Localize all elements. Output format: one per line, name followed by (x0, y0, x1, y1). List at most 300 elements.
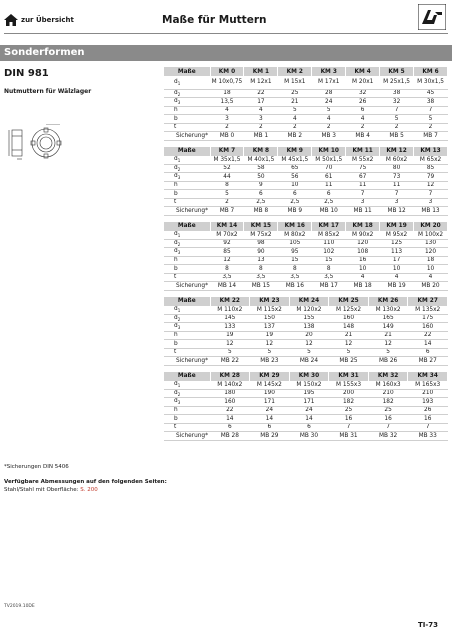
table-cell: M 165x3 (408, 381, 448, 390)
header-rule (4, 33, 448, 34)
table-cell: 5 (368, 348, 408, 357)
table-cell: 26 (346, 98, 380, 107)
table-row (164, 164, 448, 173)
table-cell: 5 (414, 115, 448, 124)
table-row (164, 231, 448, 240)
table-cell: 125 (380, 239, 414, 248)
table-cell: M 80x2 (278, 231, 312, 240)
table-cell: MB 15 (244, 282, 278, 291)
table-cell: 2 (244, 123, 278, 132)
available-line (4, 487, 98, 493)
table-cell: 13,5 (210, 98, 244, 107)
table-cell: MB 13 (414, 207, 448, 216)
dimension-table (164, 297, 448, 366)
table-cell: M 155x3 (329, 381, 369, 390)
table-cell: 4 (346, 273, 380, 282)
table-cell: M 160x3 (368, 381, 408, 390)
table-cell: 4 (414, 273, 448, 282)
table-cell: M 150x2 (289, 381, 329, 390)
table-row (164, 207, 448, 216)
table-cell: 210 (408, 389, 448, 398)
table-cell: MB 12 (380, 207, 414, 216)
table-cell: 44 (210, 173, 244, 182)
table-cell: 12 (210, 256, 244, 265)
table-cell: M 70x2 (210, 231, 244, 240)
available-title: Verfügbare Abmessungen auf den folgenden Seiten: (4, 479, 167, 485)
table-cell: 25 (329, 406, 369, 415)
table-cell: 195 (289, 389, 329, 398)
table-cell: 21 (278, 98, 312, 107)
table-row (164, 381, 448, 390)
table-row (164, 323, 448, 332)
table-cell: 8 (244, 265, 278, 274)
table-cell: 65 (278, 164, 312, 173)
table-row (164, 389, 448, 398)
din-subtitle: Nutmuttern für Wälzlager (4, 88, 92, 95)
table-cell: MB 10 (312, 207, 346, 216)
table-column-header: KM 31 (329, 372, 369, 381)
table-cell: 2,5 (244, 198, 278, 207)
table-row (164, 415, 448, 424)
row-label: t (164, 198, 210, 207)
table-header-label: Maße (164, 147, 210, 156)
table-cell: 113 (380, 248, 414, 257)
row-label: $d_1$ (164, 306, 210, 315)
table-cell: 145 (210, 314, 250, 323)
brand-logo-icon (418, 4, 446, 30)
table-row (164, 89, 448, 98)
row-label: Sicherung* (164, 132, 210, 141)
table-column-header: KM 19 (380, 222, 414, 231)
table-cell: MB 14 (210, 282, 244, 291)
table-cell: M 75x2 (244, 231, 278, 240)
table-cell: 25 (278, 89, 312, 98)
row-label: t (164, 348, 210, 357)
table-cell: 137 (250, 323, 290, 332)
table-column-header: KM 25 (329, 297, 369, 306)
table-cell: M 12x1 (244, 76, 278, 89)
dimension-table (164, 372, 448, 441)
home-label: zur Übersicht (21, 16, 74, 24)
table-row (164, 156, 448, 165)
table-cell: MB 2 (278, 132, 312, 141)
row-label: $d_3$ (164, 98, 210, 107)
table-cell: M 120x2 (289, 306, 329, 315)
table-cell: 12 (210, 340, 250, 349)
row-label: Sicherung* (164, 282, 210, 291)
table-cell: 138 (289, 323, 329, 332)
row-label: Sicherung* (164, 207, 210, 216)
table-cell: 5 (312, 106, 346, 115)
table-column-header: KM 17 (312, 222, 346, 231)
row-label: $d_2$ (164, 239, 210, 248)
home-icon (4, 14, 18, 26)
table-cell: M 30x1,5 (414, 76, 448, 89)
table-cell: 7 (346, 190, 380, 199)
table-cell: MB 23 (250, 357, 290, 366)
row-label: $d_2$ (164, 389, 210, 398)
table-column-header: KM 16 (278, 222, 312, 231)
table-cell: MB 3 (312, 132, 346, 141)
table-cell: 6 (250, 423, 290, 432)
row-label: h (164, 256, 210, 265)
table-row (164, 115, 448, 124)
table-cell: 16 (329, 415, 369, 424)
table-cell: 3,5 (278, 273, 312, 282)
table-cell: 38 (414, 98, 448, 107)
table-cell: 20 (289, 331, 329, 340)
home-link[interactable] (4, 14, 74, 26)
table-cell: MB 28 (210, 432, 250, 441)
table-row (164, 173, 448, 182)
table-row (164, 432, 448, 441)
row-label: t (164, 123, 210, 132)
table-column-header: KM 27 (408, 297, 448, 306)
table-cell: M 130x2 (368, 306, 408, 315)
table-cell: 26 (408, 406, 448, 415)
table-cell: 10 (278, 181, 312, 190)
row-label: b (164, 190, 210, 199)
table-cell: 160 (329, 314, 369, 323)
table-cell: 3,5 (244, 273, 278, 282)
table-cell: MB 32 (368, 432, 408, 441)
table-cell: 8 (278, 265, 312, 274)
table-cell: 3 (244, 115, 278, 124)
available-text: Stahl/Stahl mit Oberfläche: (4, 487, 81, 493)
table-cell: 8 (312, 265, 346, 274)
table-cell: 25 (368, 406, 408, 415)
table-cell: M 90x2 (346, 231, 380, 240)
table-cell: 14 (289, 415, 329, 424)
section-title: Sonderformen (4, 47, 85, 58)
table-cell: 148 (329, 323, 369, 332)
page-title: Maße für Muttern (162, 14, 267, 26)
table-column-header: KM 26 (368, 297, 408, 306)
table-cell: 24 (289, 406, 329, 415)
table-cell: M 115x2 (250, 306, 290, 315)
table-cell: 120 (414, 248, 448, 257)
table-row (164, 265, 448, 274)
page-number: TI-73 (418, 621, 439, 629)
table-cell: 4 (312, 115, 346, 124)
table-cell: 210 (368, 389, 408, 398)
table-cell: M 140x2 (210, 381, 250, 390)
table-row (164, 181, 448, 190)
table-row (164, 340, 448, 349)
table-cell: 14 (250, 415, 290, 424)
table-cell: MB 8 (244, 207, 278, 216)
row-label: t (164, 273, 210, 282)
table-cell: 52 (210, 164, 244, 173)
table-cell: 67 (346, 173, 380, 182)
table-column-header: KM 4 (346, 67, 380, 76)
row-label: $d_1$ (164, 381, 210, 390)
table-cell: M 40x1,5 (244, 156, 278, 165)
table-cell: 56 (278, 173, 312, 182)
table-cell: MB 1 (244, 132, 278, 141)
table-column-header: KM 6 (414, 67, 448, 76)
table-cell: M 35x1,5 (210, 156, 244, 165)
table-cell: 150 (250, 314, 290, 323)
table-cell: 2 (346, 123, 380, 132)
table-cell: 38 (380, 89, 414, 98)
table-row (164, 106, 448, 115)
table-cell: 15 (312, 256, 346, 265)
table-cell: MB 7 (414, 132, 448, 141)
table-cell: M 135x2 (408, 306, 448, 315)
table-cell: 22 (244, 89, 278, 98)
table-cell: 3 (380, 198, 414, 207)
table-column-header: KM 9 (278, 147, 312, 156)
table-cell: 3 (414, 198, 448, 207)
table-cell: 9 (244, 181, 278, 190)
table-cell: MB 31 (329, 432, 369, 441)
table-cell: 160 (210, 398, 250, 407)
table-cell: 50 (244, 173, 278, 182)
table-cell: 180 (210, 389, 250, 398)
table-cell: M 25x1,5 (380, 76, 414, 89)
page-header (0, 0, 452, 34)
table-cell: 2 (210, 123, 244, 132)
table-cell: 95 (278, 248, 312, 257)
table-column-header: KM 30 (289, 372, 329, 381)
dimension-table (164, 222, 448, 291)
table-column-header: KM 15 (244, 222, 278, 231)
table-cell: 6 (289, 423, 329, 432)
table-cell: M 125x2 (329, 306, 369, 315)
table-cell: 193 (408, 398, 448, 407)
table-cell: MB 22 (210, 357, 250, 366)
row-label: $d_1$ (164, 156, 210, 165)
table-row (164, 198, 448, 207)
table-column-header: KM 8 (244, 147, 278, 156)
table-cell: 45 (414, 89, 448, 98)
row-label: $d_2$ (164, 314, 210, 323)
table-cell: MB 26 (368, 357, 408, 366)
table-cell: 5 (210, 348, 250, 357)
table-cell: 102 (312, 248, 346, 257)
row-label: Sicherung* (164, 357, 210, 366)
table-cell: 90 (244, 248, 278, 257)
table-row (164, 248, 448, 257)
table-cell: 92 (210, 239, 244, 248)
table-cell: 16 (408, 415, 448, 424)
table-cell: 6 (244, 190, 278, 199)
table-cell: 2 (210, 198, 244, 207)
table-cell: M 50x1,5 (312, 156, 346, 165)
din-label: DIN 981 (4, 68, 49, 79)
table-cell: 85 (414, 164, 448, 173)
table-cell: 12 (414, 181, 448, 190)
table-cell: 2 (380, 123, 414, 132)
table-cell: 21 (368, 331, 408, 340)
table-cell: 7 (380, 190, 414, 199)
table-cell: M 15x1 (278, 76, 312, 89)
table-cell: 5 (250, 348, 290, 357)
table-header-label: Maße (164, 297, 210, 306)
table-cell: 98 (244, 239, 278, 248)
table-cell: 4 (278, 115, 312, 124)
table-cell: M 65x2 (414, 156, 448, 165)
table-cell: 2,5 (312, 198, 346, 207)
row-label: t (164, 423, 210, 432)
table-column-header: KM 18 (346, 222, 380, 231)
table-cell: 10 (346, 265, 380, 274)
table-cell: 4 (244, 106, 278, 115)
table-cell: 73 (380, 173, 414, 182)
table-cell: 7 (380, 106, 414, 115)
table-column-header: KM 23 (250, 297, 290, 306)
table-cell: 17 (380, 256, 414, 265)
table-cell: 70 (312, 164, 346, 173)
table-cell: 16 (346, 256, 380, 265)
table-cell: 18 (210, 89, 244, 98)
table-cell: 190 (250, 389, 290, 398)
table-cell: 3,5 (210, 273, 244, 282)
table-row (164, 331, 448, 340)
row-label: $d_3$ (164, 398, 210, 407)
table-column-header: KM 14 (210, 222, 244, 231)
doc-code: TV2019.10DE (4, 604, 35, 609)
table-cell: 3,5 (312, 273, 346, 282)
footnote: *Sicherungen DIN 5406 (4, 464, 69, 470)
table-row (164, 314, 448, 323)
table-cell: 7 (414, 106, 448, 115)
available-link[interactable]: S. 200 (80, 487, 98, 493)
table-cell: M 60x2 (380, 156, 414, 165)
table-cell: 22 (408, 331, 448, 340)
table-cell: 4 (346, 115, 380, 124)
dimension-tables (164, 67, 448, 447)
table-row (164, 123, 448, 132)
row-label: $d_1$ (164, 231, 210, 240)
table-cell: M 55x2 (346, 156, 380, 165)
table-cell: 75 (346, 164, 380, 173)
table-cell: 182 (368, 398, 408, 407)
row-label: h (164, 106, 210, 115)
table-column-header: KM 20 (414, 222, 448, 231)
table-column-header: KM 29 (250, 372, 290, 381)
table-cell: 32 (380, 98, 414, 107)
row-label: $d_1$ (164, 76, 210, 89)
table-row (164, 76, 448, 89)
table-row (164, 423, 448, 432)
table-cell: 5 (210, 190, 244, 199)
table-column-header: KM 3 (312, 67, 346, 76)
table-cell: 21 (329, 331, 369, 340)
table-cell: 2,5 (278, 198, 312, 207)
table-cell: MB 25 (329, 357, 369, 366)
table-cell: 5 (329, 348, 369, 357)
table-row (164, 357, 448, 366)
table-column-header: KM 2 (278, 67, 312, 76)
table-column-header: KM 10 (312, 147, 346, 156)
table-cell: M 110x2 (210, 306, 250, 315)
table-cell: 7 (368, 423, 408, 432)
table-cell: 2 (278, 123, 312, 132)
table-cell: MB 18 (346, 282, 380, 291)
table-cell: 4 (380, 273, 414, 282)
table-column-header: KM 24 (289, 297, 329, 306)
table-cell: 6 (346, 106, 380, 115)
table-cell: M 20x1 (346, 76, 380, 89)
row-label: h (164, 406, 210, 415)
table-cell: MB 7 (210, 207, 244, 216)
table-cell: M 95x2 (380, 231, 414, 240)
table-cell: 160 (408, 323, 448, 332)
row-label: $d_3$ (164, 248, 210, 257)
table-cell: 8 (210, 181, 244, 190)
table-row (164, 98, 448, 107)
table-cell: 61 (312, 173, 346, 182)
table-cell: 110 (312, 239, 346, 248)
table-row (164, 282, 448, 291)
table-cell: 4 (210, 106, 244, 115)
table-cell: MB 29 (250, 432, 290, 441)
table-cell: 16 (368, 415, 408, 424)
table-cell: MB 16 (278, 282, 312, 291)
table-cell: M 10x0,75 (210, 76, 244, 89)
table-cell: 200 (329, 389, 369, 398)
table-cell: M 17x1 (312, 76, 346, 89)
table-cell: M 100x2 (414, 231, 448, 240)
table-column-header: KM 11 (346, 147, 380, 156)
table-cell: 10 (380, 265, 414, 274)
table-cell: MB 9 (278, 207, 312, 216)
table-row (164, 348, 448, 357)
row-label: $d_2$ (164, 89, 210, 98)
table-cell: 5 (380, 115, 414, 124)
table-column-header: KM 13 (414, 147, 448, 156)
table-cell: 12 (250, 340, 290, 349)
table-cell: 12 (368, 340, 408, 349)
table-cell: MB 30 (289, 432, 329, 441)
table-cell: 11 (312, 181, 346, 190)
table-cell: 17 (244, 98, 278, 107)
table-column-header: KM 0 (210, 67, 244, 76)
table-header-label: Maße (164, 222, 210, 231)
table-cell: 80 (380, 164, 414, 173)
table-column-header: KM 32 (368, 372, 408, 381)
table-cell: 108 (346, 248, 380, 257)
table-cell: 149 (368, 323, 408, 332)
table-cell: 13 (244, 256, 278, 265)
table-cell: MB 24 (289, 357, 329, 366)
nut-drawing-icon (6, 124, 66, 164)
table-cell: MB 11 (346, 207, 380, 216)
table-cell: 5 (289, 348, 329, 357)
table-cell: 10 (414, 265, 448, 274)
table-cell: 3 (346, 198, 380, 207)
table-cell: 32 (346, 89, 380, 98)
table-cell: M 145x2 (250, 381, 290, 390)
table-cell: 22 (210, 406, 250, 415)
table-cell: MB 19 (380, 282, 414, 291)
table-header-label: Maße (164, 372, 210, 381)
row-label: h (164, 331, 210, 340)
row-label: $d_3$ (164, 173, 210, 182)
table-cell: 5 (278, 106, 312, 115)
table-header-label: Maße (164, 67, 210, 76)
table-cell: 58 (244, 164, 278, 173)
table-cell: MB 27 (408, 357, 448, 366)
table-cell: MB 4 (346, 132, 380, 141)
table-cell: 120 (346, 239, 380, 248)
table-cell: 8 (210, 265, 244, 274)
row-label: h (164, 181, 210, 190)
table-row (164, 256, 448, 265)
table-cell: 19 (210, 331, 250, 340)
